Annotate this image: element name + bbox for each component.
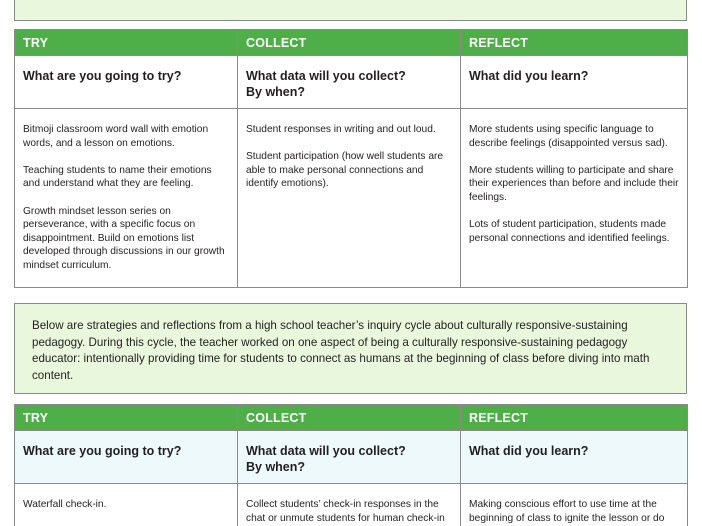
try-paragraph: Waterfall check-in.: [23, 499, 107, 510]
cell-try: [15, 109, 238, 288]
collect-paragraph: Student participation (how well students are able to make personal connections and identify emotions).: [246, 151, 444, 190]
reflect-paragraph: More students willing to participate and share their experiences than before and include their feelings.: [469, 164, 679, 203]
question-try: What are you going to try?: [15, 56, 238, 109]
question-reflect: What did you learn?: [461, 56, 688, 109]
question-collect-line-2: By when?: [246, 85, 306, 99]
collect-paragraph: Collect students’ check-in responses in the chat or unmute students for human check-in: [246, 499, 445, 524]
cell-try: [15, 484, 238, 526]
previous-note-box: [14, 0, 687, 21]
intro-note: Below are strategies and reflections from a high school teacher’s inquiry cycle about culturally responsive-sustaining pedagogy. During this cycle, the teacher worked on one aspect of being a culturally responsive-sustaining pedagogy educator: intentionally providing time for students to connect as humans at the beginning of class before diving into math content.: [14, 303, 687, 394]
header-try: TRY: [15, 405, 238, 431]
reflect-paragraph: More students using specific language to describe feelings (disappointed versus sad).: [469, 124, 668, 149]
try-paragraph: Growth mindset lesson series on perseverance, with a specific focus on disappointment. Build on emotions list developed through discussions in our growth mindset curriculum.: [23, 205, 225, 271]
header-reflect: REFLECT: [461, 30, 688, 56]
try-paragraph: Teaching students to name their emotions and understand what they are feeling.: [23, 164, 212, 190]
cell-reflect: [461, 109, 688, 288]
question-collect: [238, 56, 461, 109]
question-try: What are you going to try?: [15, 431, 238, 484]
cell-reflect: [461, 484, 688, 526]
try-paragraph: Bitmoji classroom word wall with emotion words, and a lesson on emotions.: [23, 124, 209, 149]
header-try: TRY: [15, 30, 238, 56]
question-reflect: What did you learn?: [461, 431, 688, 484]
cell-collect: [238, 109, 461, 288]
header-collect: COLLECT: [238, 30, 461, 56]
question-collect-line-1: What data will you collect?: [246, 444, 406, 458]
question-collect: [238, 431, 461, 484]
inquiry-table-1: [14, 29, 688, 288]
reflect-paragraph: Lots of student participation, students made personal connections and identified feelings.: [469, 219, 670, 244]
collect-paragraph: Student responses in writing and out loud.: [246, 124, 436, 135]
inquiry-table-2: [14, 404, 688, 526]
header-collect: COLLECT: [238, 405, 461, 431]
header-reflect: REFLECT: [461, 405, 688, 431]
reflect-paragraph: Making conscious effort to use time at the beginning of class to ignite the lesson or do: [469, 499, 665, 524]
question-collect-line-2: By when?: [246, 460, 306, 474]
cell-collect: [238, 484, 461, 526]
question-collect-line-1: What data will you collect?: [246, 69, 406, 83]
